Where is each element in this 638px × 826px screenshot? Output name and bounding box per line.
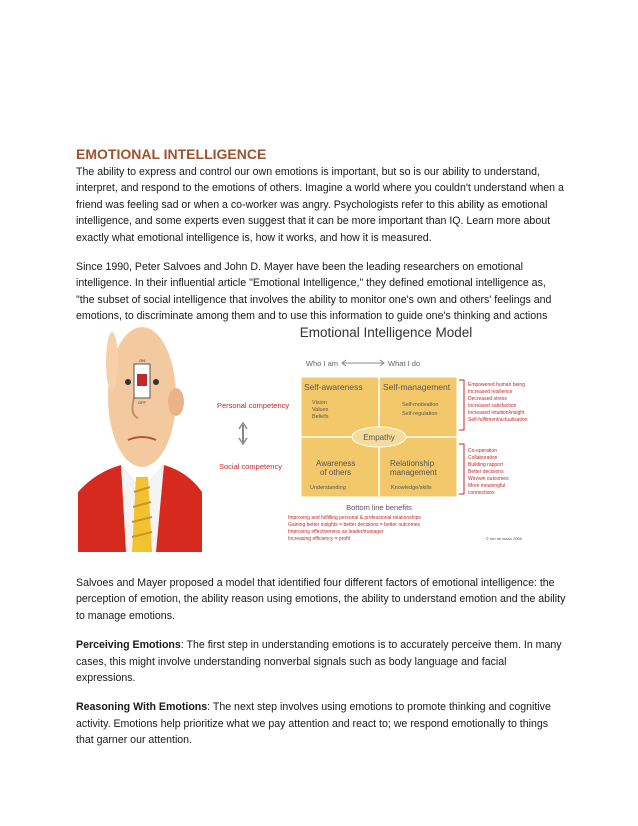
article-top — [76, 146, 566, 325]
perceiving-paragraph — [76, 637, 566, 686]
benefit-item: Decreased stress — [468, 396, 507, 402]
benefits-list-top — [468, 382, 528, 423]
switch-off-label: OFF — [138, 400, 146, 405]
empathy-label: Empathy — [363, 433, 395, 442]
bottom-line-title: Bottom line benefits — [346, 503, 412, 512]
reasoning-paragraph — [76, 699, 566, 748]
what-i-do-label: What I do — [388, 359, 421, 368]
bottom-line-list — [288, 515, 421, 542]
sa-item: Values — [312, 407, 329, 413]
perceiving-text: : The first step in understanding emotions is to accurately perceive them. In many cases, this might involve understanding nonverbal signals such as body language and facial expressions. — [76, 639, 562, 685]
sa-item: Beliefs — [312, 414, 329, 420]
benefit-item: Collaboration — [468, 455, 498, 461]
awareness-item: Understanding — [310, 485, 346, 491]
social-competency-label: Social competency — [219, 462, 282, 471]
bottom-line-item: Improving effectiveness as leader/manager — [288, 529, 384, 535]
personal-competency-label: Personal competency — [217, 401, 290, 410]
history-paragraph: Since 1990, Peter Salvoes and John D. Mayer have been the leading researchers on emotional intelligence. In their influential article "Emotional Intelligence," they defined emotional intelligence as, "the subset of social intelligence that involves the ability to monitor one's own and others' feelings and emotions, to discriminate among them and to use this information to guide one's thinking and actions — [76, 261, 552, 323]
self-awareness-label: Self-awareness — [304, 382, 363, 392]
model-heading: Emotional Intelligence Model — [299, 325, 473, 340]
bottom-line-item: Gaining better insights = better decisions = better outcomes — [288, 522, 421, 528]
vertical-double-arrow-icon — [239, 423, 247, 444]
bottom-line-item: Increasing efficiency = profit — [288, 536, 351, 542]
sm-item: Self-motivation — [402, 402, 439, 408]
benefit-item: Empowered human being — [468, 382, 525, 388]
sa-item: Vision — [312, 400, 327, 406]
who-i-am-label: Who I am — [305, 359, 338, 368]
cartoon-man-illustration — [76, 322, 204, 552]
benefit-item: Increased satisfaction — [468, 403, 517, 409]
benefit-item: Increased intuition/insight — [468, 410, 525, 416]
sm-item: Self-regulation — [402, 411, 438, 417]
self-management-label: Self-management — [383, 382, 451, 392]
bottom-line-item: Improving and fulfilling personal & professional relationships — [288, 515, 421, 521]
model-paragraph: Salvoes and Mayer proposed a model that identified four different factors of emotional intelligence: the perception of emotion, the ability reason using emotions, the ability to understand emotion and the ability to manage emotions. — [76, 577, 566, 622]
benefit-item: Better decisions — [468, 469, 504, 475]
benefit-item: Increased resilience — [468, 389, 513, 395]
benefit-item: More meaningful — [468, 483, 506, 489]
credit-text: © Ian de waan 2006 — [486, 536, 522, 541]
article-bottom — [76, 575, 566, 749]
benefit-item: Building rapport — [468, 462, 504, 468]
article-title: EMOTIONAL INTELLIGENCE — [76, 146, 267, 162]
awareness-label: Awareness — [316, 459, 356, 468]
relationship-label-2: management — [390, 468, 437, 477]
relationship-label: Relationship — [390, 459, 435, 468]
benefits-list-bottom — [468, 448, 509, 496]
ei-model-figure — [76, 322, 566, 552]
benefit-item: Self-fulfilment/actualisation — [468, 417, 528, 423]
intro-paragraph: The ability to express and control our own emotions is important, but so is our ability to understand, interpret, and respond to the emotions of others. Imagine a world where you couldn't understand when a friend was feeling sad or when a co-worker was angry. Psychologists refer to this ability as emotional intelligence, and some experts even suggest that it can be more important than IQ. Learn more about exactly what emotional intelligence is, how it works, and how it is measured. — [76, 166, 564, 244]
benefit-item: Co-operation — [468, 448, 497, 454]
relationship-item: Knowledge/skills — [391, 485, 432, 491]
perceiving-label: Perceiving Emotions — [76, 639, 181, 652]
benefit-item: Win/win outcomes — [468, 476, 509, 482]
awareness-label-2: of others — [320, 468, 352, 477]
benefit-item: connections — [468, 490, 495, 496]
reasoning-label: Reasoning With Emotions — [76, 701, 208, 714]
reasoning-text: : The next step involves using emotions to promote thinking and cognitive activity. Emotions help prioritize what we pay attention and react to; we respond emotionally to things that garner our attention. — [76, 701, 551, 747]
switch-on-label: ON — [139, 358, 145, 363]
